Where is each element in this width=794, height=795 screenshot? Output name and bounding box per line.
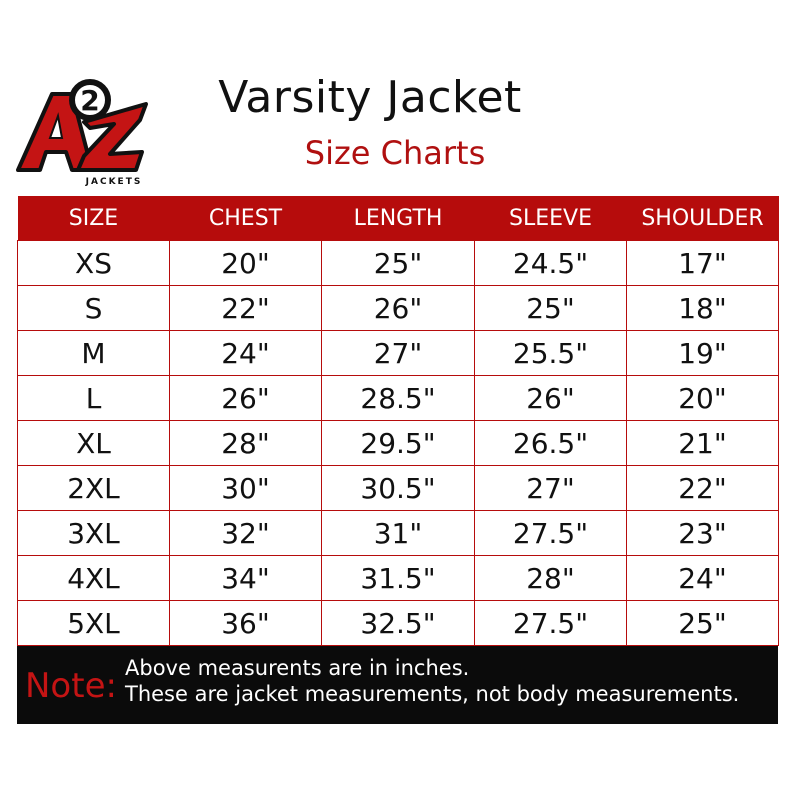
cell-size: XL [18, 421, 170, 466]
cell-size: 2XL [18, 466, 170, 511]
cell-shoulder: 19" [627, 331, 779, 376]
cell-sleeve: 24.5" [475, 241, 627, 286]
cell-sleeve: 25.5" [475, 331, 627, 376]
cell-chest: 22" [170, 286, 322, 331]
note-line-measurement-type: These are jacket measurements, not body measurements. [125, 682, 740, 706]
cell-sleeve: 27.5" [475, 511, 627, 556]
cell-size: 3XL [18, 511, 170, 556]
note-line-units: Above measurents are in inches. [125, 656, 470, 680]
cell-length: 26" [322, 286, 475, 331]
cell-shoulder: 21" [627, 421, 779, 466]
cell-length: 31" [322, 511, 475, 556]
cell-length: 29.5" [322, 421, 475, 466]
cell-sleeve: 26.5" [475, 421, 627, 466]
table-row [18, 376, 779, 421]
table-row [18, 556, 779, 601]
cell-length: 31.5" [322, 556, 475, 601]
column-header-sleeve: SLEEVE [475, 196, 627, 241]
cell-sleeve: 25" [475, 286, 627, 331]
cell-size: 4XL [18, 556, 170, 601]
page-title: Varsity Jacket [218, 72, 522, 123]
brand-logo [14, 72, 154, 187]
table-header-row [18, 196, 779, 241]
cell-size: L [18, 376, 170, 421]
cell-shoulder: 20" [627, 376, 779, 421]
cell-length: 25" [322, 241, 475, 286]
column-header-chest: CHEST [170, 196, 322, 241]
cell-chest: 34" [170, 556, 322, 601]
cell-sleeve: 26" [475, 376, 627, 421]
column-header-length: LENGTH [322, 196, 475, 241]
table-row [18, 511, 779, 556]
cell-size: S [18, 286, 170, 331]
cell-chest: 32" [170, 511, 322, 556]
page-subtitle: Size Charts [304, 134, 486, 172]
cell-sleeve: 27.5" [475, 601, 627, 646]
table-row [18, 601, 779, 646]
size-chart-table [17, 196, 779, 646]
cell-shoulder: 24" [627, 556, 779, 601]
cell-shoulder: 18" [627, 286, 779, 331]
cell-shoulder: 17" [627, 241, 779, 286]
cell-chest: 30" [170, 466, 322, 511]
cell-length: 28.5" [322, 376, 475, 421]
cell-length: 27" [322, 331, 475, 376]
cell-chest: 20" [170, 241, 322, 286]
column-header-size: SIZE [18, 196, 170, 241]
cell-shoulder: 22" [627, 466, 779, 511]
cell-length: 30.5" [322, 466, 475, 511]
cell-sleeve: 28" [475, 556, 627, 601]
cell-shoulder: 25" [627, 601, 779, 646]
column-header-shoulder: SHOULDER [627, 196, 779, 241]
note-banner [17, 646, 778, 724]
cell-length: 32.5" [322, 601, 475, 646]
cell-size: 5XL [18, 601, 170, 646]
cell-chest: 26" [170, 376, 322, 421]
cell-shoulder: 23" [627, 511, 779, 556]
cell-chest: 28" [170, 421, 322, 466]
cell-size: M [18, 331, 170, 376]
cell-chest: 24" [170, 331, 322, 376]
cell-sleeve: 27" [475, 466, 627, 511]
table-row [18, 466, 779, 511]
cell-size: XS [18, 241, 170, 286]
cell-chest: 36" [170, 601, 322, 646]
note-label: Note: [25, 666, 117, 706]
table-row [18, 286, 779, 331]
table-row [18, 331, 779, 376]
table-row [18, 241, 779, 286]
svg-text:JACKETS: JACKETS [85, 177, 143, 187]
svg-text:2: 2 [80, 84, 100, 117]
table-row [18, 421, 779, 466]
